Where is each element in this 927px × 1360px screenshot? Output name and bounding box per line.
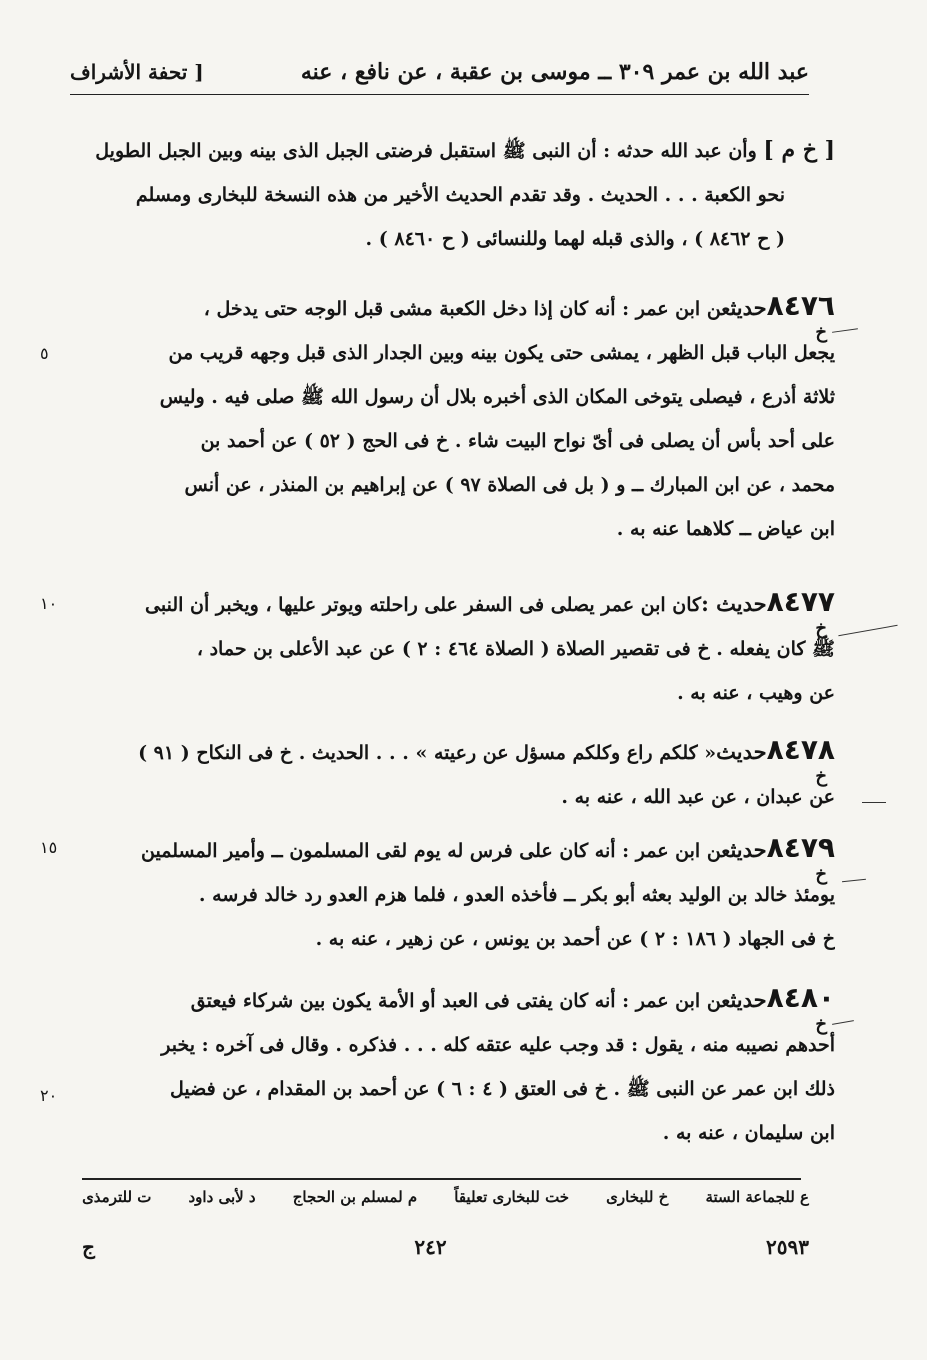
entry-line: عن ابن عمر : أنه كان على فرس له يوم لقى المسلمون ــ وأمير المسلمين [141, 840, 731, 862]
hadith-number: ٨٤٧٧ [766, 585, 835, 618]
sequence-number: ٢٥٩٣ [766, 1235, 809, 1259]
margin-line-number: ١٠ [40, 594, 58, 613]
hadith-entry-8476 [70, 284, 835, 551]
abbreviation-key [82, 1188, 809, 1218]
abbreviation-item: ع للجماعة الستة [705, 1188, 809, 1206]
footer-rule [82, 1178, 801, 1180]
hadith-entry-8478 [70, 728, 835, 819]
page-footer [82, 1235, 809, 1259]
entry-line: ابن سليمان ، عنه به . [662, 1122, 835, 1144]
entry-line: عن ابن عمر : أنه كان يفتى فى العبد أو الأمة يكون بين شركاء فيعتق [190, 990, 731, 1012]
entry-line: أحدهم نصيبه منه ، يقول : قد وجب عليه عتقه كله . . . فذكره . وقال فى آخره : يخبر [161, 1034, 835, 1056]
abbreviation-item: م لمسلم بن الحجاج [292, 1188, 418, 1206]
entry-line: عن عبدان ، عن عبد الله ، عنه به . [561, 786, 835, 808]
margin-line-number: ٥ [40, 344, 49, 363]
entry-line: يومئذ خالد بن الوليد بعثه أبو بكر ــ فأخذه العدو ، فلما هزم العدو رد خالد فرسه . [198, 884, 835, 906]
hadith-label: حديث [730, 295, 767, 320]
entry-line: نحو الكعبة . . . الحديث . وقد تقدم الحديث الأخير من هذه النسخة للبخارى ومسلم [135, 184, 785, 206]
margin-pen-mark [838, 625, 897, 637]
entry-line: خ فى الجهاد ( ١٨٦ : ٢ ) عن أحمد بن يونس ، عن زهير ، عنه به . [315, 928, 835, 950]
page-number: ٢٤٢ [414, 1235, 447, 1259]
abbreviation-item: خ للبخارى [606, 1188, 669, 1206]
source-marker: خ [815, 864, 827, 885]
running-header [70, 50, 809, 95]
hadith-label: حديث [730, 837, 767, 862]
entry-line: ﷺ كان يفعله . خ فى تقصير الصلاة ( الصلاة ٤٦٤ : ٢ ) عن عبد الأعلى بن حماد ، [196, 638, 835, 660]
abbreviation-item: ت للترمذى [82, 1188, 152, 1206]
entry-line: « كلكم راع وكلكم مسؤل عن رعيته » . . . الحديث . خ فى النكاح ( ٩١ ) [138, 742, 717, 764]
source-marker: خ [815, 1014, 827, 1035]
entry-line: عن ابن عمر : أنه كان إذا دخل الكعبة مشى قبل الوجه حتى يدخل ، [203, 298, 731, 320]
entry-line: يجعل الباب قبل الظهر ، يمشى حتى يكون بينه وبين الجدار الذى قبل وجهه قريب من [168, 342, 835, 364]
header-title: عبد الله بن عمر ٣٠٩ ــ موسى بن عقبة ، عن نافع ، عنه [300, 59, 809, 85]
volume-signature: ج [82, 1235, 95, 1259]
hadith-number: ٨٤٧٩ [766, 831, 835, 864]
margin-pen-mark [862, 802, 886, 803]
entry-line: عن وهيب ، عنه به . [677, 682, 835, 704]
entry-siglum: [ خ م ] [763, 137, 835, 163]
header-book-title: [ تحفة الأشراف [70, 60, 204, 84]
entry-line: كان ابن عمر يصلى فى السفر على راحلته ويوتر عليها ، ويخبر أن النبى [145, 594, 702, 616]
abbreviation-item: خت للبخارى تعليقاً [454, 1188, 570, 1206]
hadith-entry-8479 [70, 826, 835, 961]
entry-continuation [70, 128, 835, 261]
hadith-number: ٨٤٧٨ [766, 733, 835, 766]
source-marker: خ [815, 618, 827, 639]
entry-line: ( ح ٨٤٦٢ ) ، والذى قبله لهما وللنسائى ( ح ٨٤٦٠ ) . [365, 228, 785, 250]
hadith-label: حديث : [701, 591, 767, 616]
abbreviation-item: د لأبى داود [188, 1188, 256, 1206]
source-marker: خ [815, 766, 827, 787]
margin-line-number: ١٥ [40, 838, 58, 857]
entry-line: محمد ، عن ابن المبارك ــ و ( بل فى الصلاة ٩٧ ) عن إبراهيم بن المنذر ، عن أنس [184, 474, 835, 496]
hadith-number: ٨٤٧٦ [766, 289, 835, 322]
margin-pen-mark [832, 328, 858, 333]
entry-line: ذلك ابن عمر عن النبى ﷺ . خ فى العتق ( ٤ : ٦ ) عن أحمد بن المقدام ، عن فضيل [169, 1078, 835, 1100]
entry-line: وأن عبد الله حدثه : أن النبى ﷺ استقبل فرضتى الجبل الذى بينه وبين الجبل الطويل [95, 140, 757, 162]
margin-pen-mark [832, 1020, 854, 1025]
entry-line: ابن عياض ــ كلاهما عنه به . [616, 518, 835, 540]
entry-line: على أحد بأس أن يصلى فى أىّ نواح البيت شاء . خ فى الحج ( ٥٢ ) عن أحمد بن [200, 430, 835, 452]
source-marker: خ [815, 322, 827, 343]
margin-pen-mark [842, 879, 866, 883]
hadith-number: ٨٤٨٠ [766, 981, 835, 1014]
entry-line: ثلاثة أذرع ، فيصلى يتوخى المكان الذى أخبره بلال أن رسول الله ﷺ صلى فيه . وليس [159, 386, 835, 408]
hadith-label: حديث [716, 739, 767, 764]
margin-line-number: ٢٠ [40, 1086, 58, 1105]
hadith-entry-8477 [70, 580, 835, 715]
hadith-entry-8480 [70, 976, 835, 1155]
hadith-label: حديث [730, 987, 767, 1012]
